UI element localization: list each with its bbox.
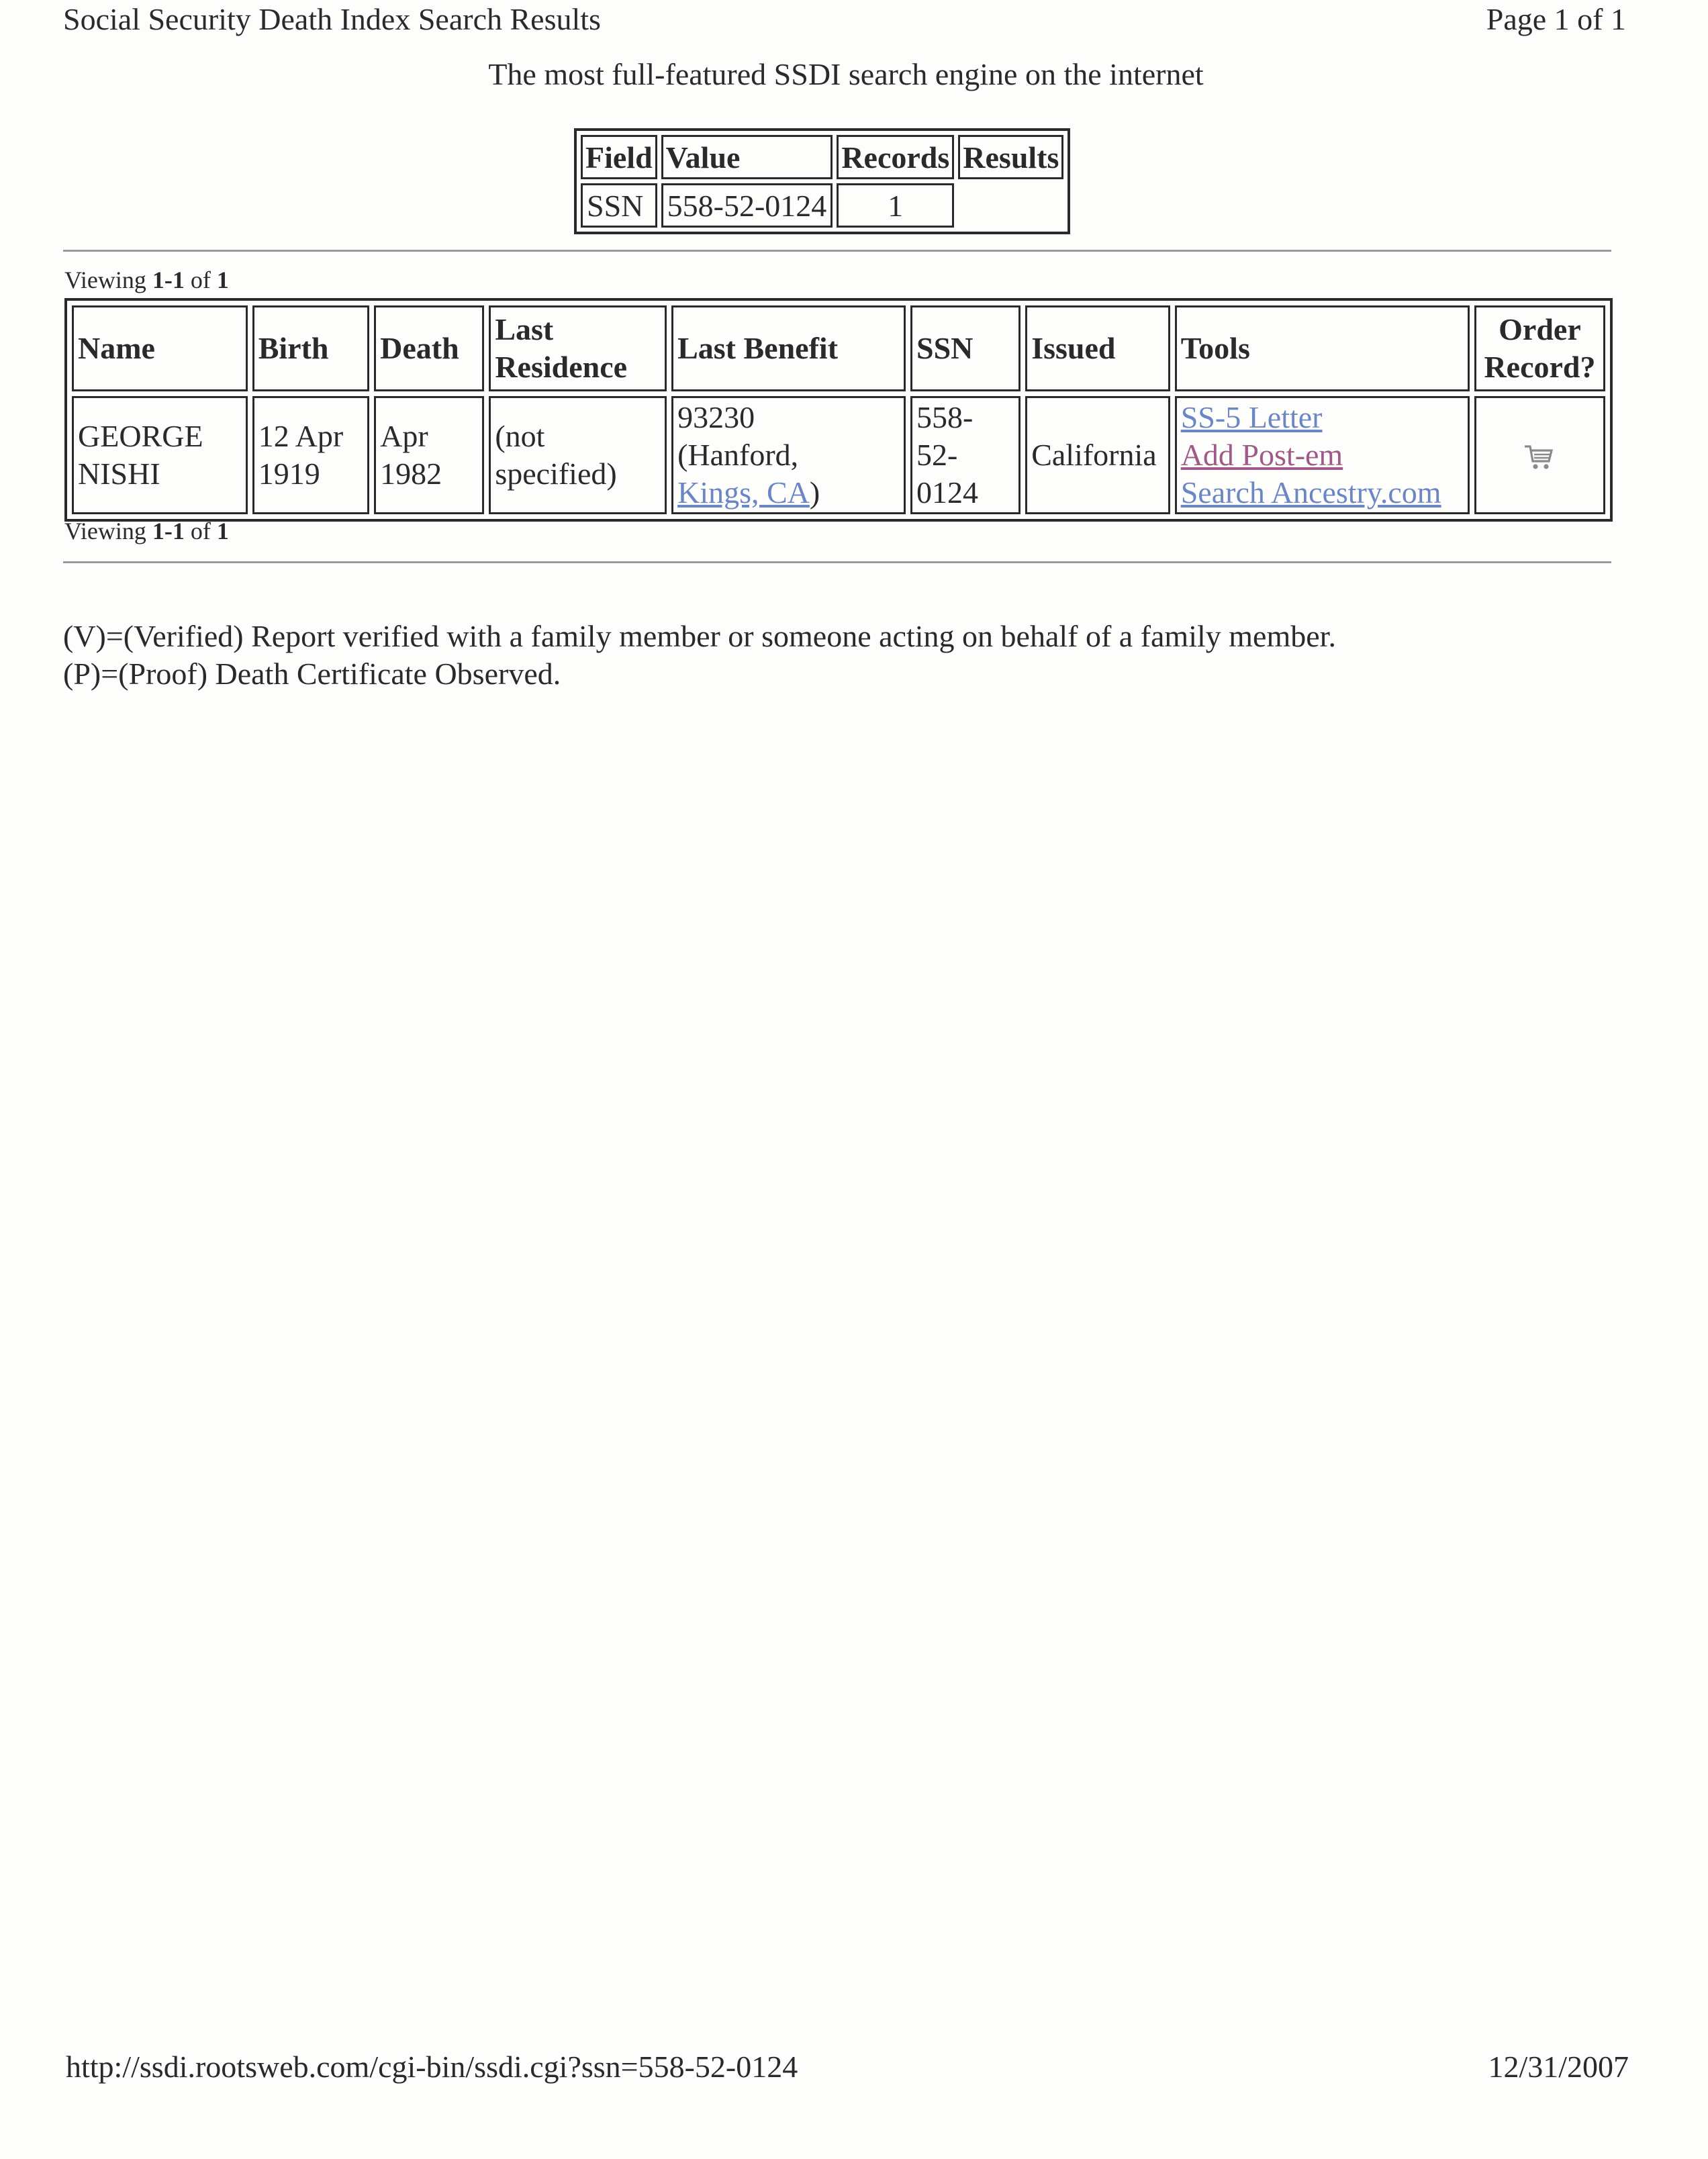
viewing-count-top xyxy=(64,266,229,294)
results-table xyxy=(64,298,1613,522)
col-header-last-residence-line1: Last xyxy=(495,312,554,346)
col-header-tools: Tools xyxy=(1175,305,1470,391)
viewing-prefix: Viewing xyxy=(64,267,152,293)
viewing-of: of xyxy=(184,267,217,293)
query-header-results: Results xyxy=(958,135,1063,179)
table-row xyxy=(72,396,1605,514)
add-post-em-link[interactable]: Add Post-em xyxy=(1180,438,1343,472)
query-field-cell: SSN xyxy=(581,183,657,228)
benefit-county-line xyxy=(677,474,900,512)
footer-date: 12/31/2007 xyxy=(1488,2050,1629,2084)
query-header-records: Records xyxy=(837,135,954,179)
name-line2: NISHI xyxy=(78,457,160,491)
viewing-total: 1 xyxy=(216,267,229,293)
footer-url: http://ssdi.rootsweb.com/cgi-bin/ssdi.cgi?ssn=558-52-0124 xyxy=(66,2050,798,2084)
viewing-of: of xyxy=(184,518,217,544)
query-results-cell xyxy=(958,183,1063,228)
divider-top xyxy=(63,250,1611,252)
death-line1: Apr xyxy=(380,419,428,453)
ssn-line2: 52- xyxy=(916,438,958,472)
shopping-cart-icon[interactable] xyxy=(1523,442,1556,473)
cell-order-record xyxy=(1474,396,1605,514)
query-header-value: Value xyxy=(661,135,833,179)
query-value-cell: 558-52-0124 xyxy=(661,183,833,228)
col-header-ssn: SSN xyxy=(910,305,1021,391)
viewing-range: 1-1 xyxy=(152,267,185,293)
viewing-total: 1 xyxy=(216,518,229,544)
benefit-close-paren: ) xyxy=(809,475,820,510)
query-table-header-row xyxy=(581,135,1063,179)
col-header-last-benefit: Last Benefit xyxy=(671,305,906,391)
col-header-last-residence-line2: Residence xyxy=(495,350,628,384)
ssn-line1: 558- xyxy=(916,400,974,434)
query-table-row xyxy=(581,183,1063,228)
birth-line2: 1919 xyxy=(258,457,320,491)
results-header-row xyxy=(72,305,1605,391)
viewing-range: 1-1 xyxy=(152,518,185,544)
page-header-title: Social Security Death Index Search Results xyxy=(63,2,601,36)
name-line1: GEORGE xyxy=(78,419,203,453)
viewing-prefix: Viewing xyxy=(64,518,152,544)
page-number: Page 1 of 1 xyxy=(1486,2,1626,36)
ssn-line3: 0124 xyxy=(916,475,979,510)
note-verified: (V)=(Verified) Report verified with a family member or someone acting on behalf of a family member. xyxy=(63,619,1336,653)
legend-notes xyxy=(63,618,1336,693)
col-header-issued: Issued xyxy=(1025,305,1170,391)
benefit-county-link[interactable]: Kings, CA xyxy=(677,475,810,510)
cell-death xyxy=(374,396,484,514)
ss5-letter-link[interactable]: SS-5 Letter xyxy=(1180,400,1323,434)
cell-name xyxy=(72,396,248,514)
residence-line2: specified) xyxy=(495,457,617,491)
col-header-order-line2: Record? xyxy=(1484,350,1596,384)
divider-bottom xyxy=(63,561,1611,563)
viewing-count-bottom xyxy=(64,517,229,545)
col-header-death: Death xyxy=(374,305,484,391)
col-header-name: Name xyxy=(72,305,248,391)
birth-line1: 12 Apr xyxy=(258,419,344,453)
col-header-order-record xyxy=(1474,305,1605,391)
query-table xyxy=(574,128,1070,234)
residence-line1: (not xyxy=(495,419,545,453)
death-line2: 1982 xyxy=(380,457,442,491)
query-header-field: Field xyxy=(581,135,657,179)
cell-last-residence xyxy=(489,396,667,514)
cell-birth xyxy=(252,396,369,514)
cell-issued: California xyxy=(1025,396,1170,514)
cell-last-benefit xyxy=(671,396,906,514)
benefit-city: (Hanford, xyxy=(677,438,799,472)
search-ancestry-link[interactable]: Search Ancestry.com xyxy=(1180,475,1441,510)
col-header-order-line1: Order xyxy=(1499,312,1581,346)
col-header-birth: Birth xyxy=(252,305,369,391)
cell-tools xyxy=(1175,396,1470,514)
tagline: The most full-featured SSDI search engine on the internet xyxy=(488,57,1204,91)
note-proof: (P)=(Proof) Death Certificate Observed. xyxy=(63,657,561,691)
benefit-zip: 93230 xyxy=(677,400,755,434)
cell-ssn xyxy=(910,396,1021,514)
query-records-cell: 1 xyxy=(837,183,954,228)
col-header-last-residence xyxy=(489,305,667,391)
